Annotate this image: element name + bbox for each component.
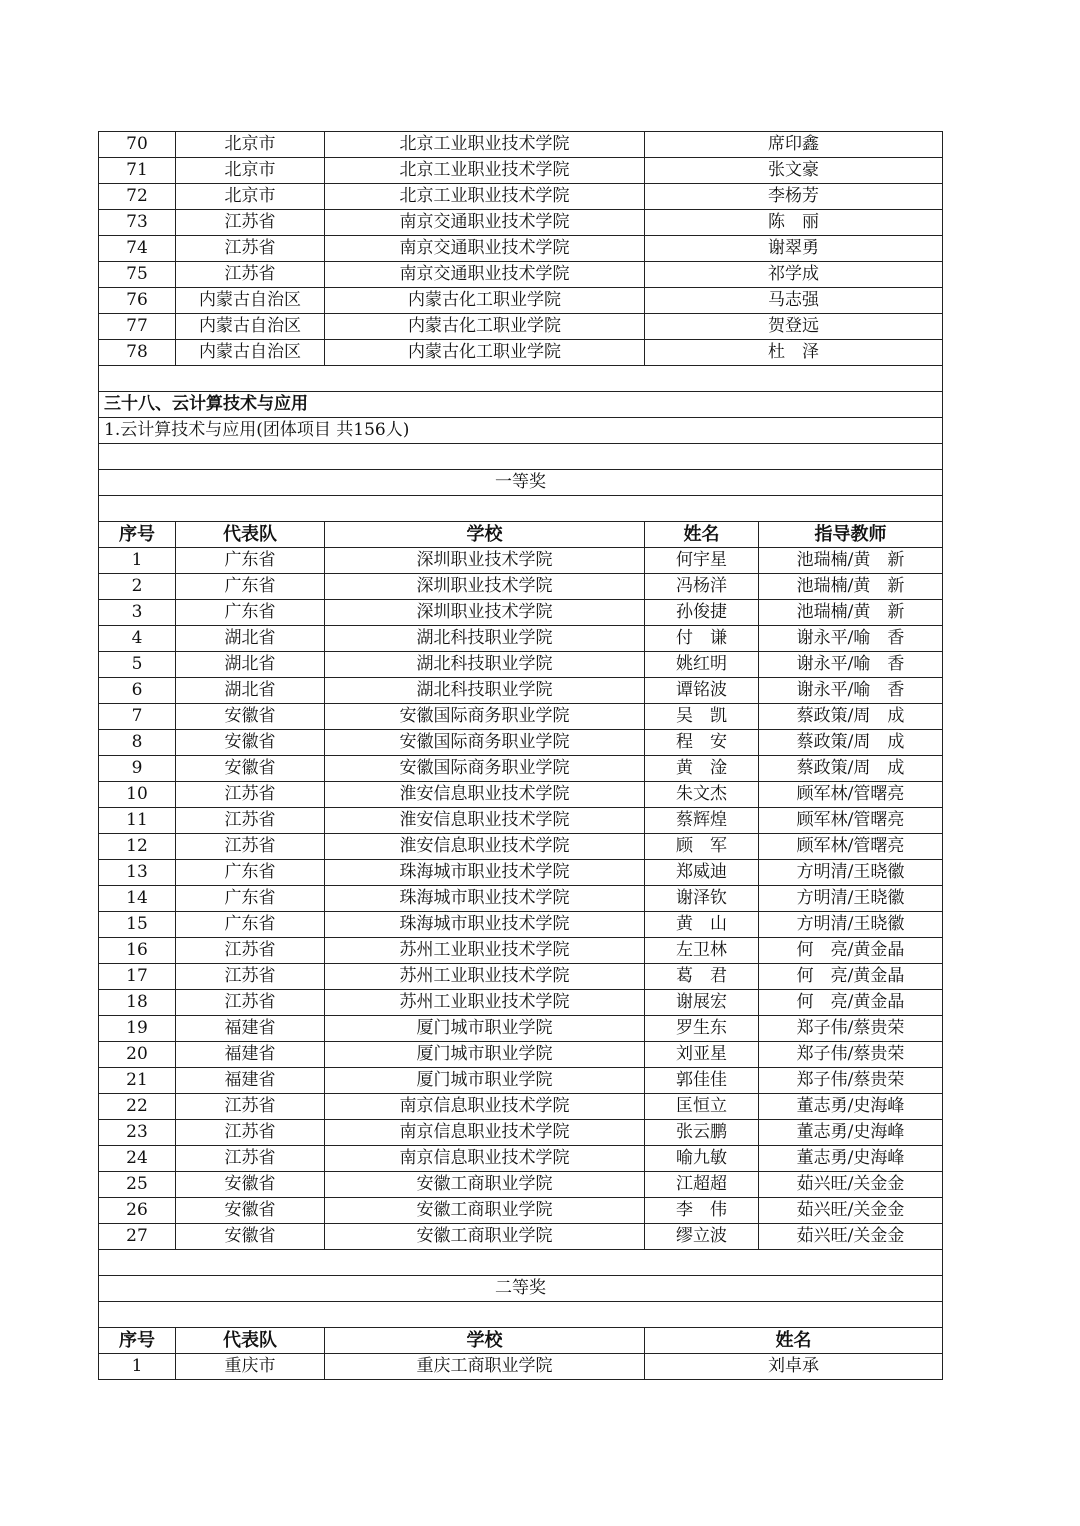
header-no: 序号 (99, 522, 176, 548)
team-cell: 广东省 (176, 860, 325, 886)
name-cell: 谢泽钦 (645, 886, 759, 912)
school-cell: 重庆工商职业学院 (325, 1354, 645, 1380)
team-cell: 湖北省 (176, 652, 325, 678)
teacher-cell: 顾军林/管曙亮 (759, 782, 943, 808)
team-cell: 江苏省 (176, 990, 325, 1016)
header-school: 学校 (325, 522, 645, 548)
no-cell: 9 (99, 756, 176, 782)
blank-cell (99, 444, 943, 470)
name-cell: 顾 军 (645, 834, 759, 860)
team-cell: 安徽省 (176, 1224, 325, 1250)
table-row (99, 1042, 943, 1068)
no-cell: 4 (99, 626, 176, 652)
name-cell: 罗生东 (645, 1016, 759, 1042)
school-cell: 安徽国际商务职业学院 (325, 730, 645, 756)
table-row (99, 600, 943, 626)
school-cell: 北京工业职业技术学院 (325, 184, 645, 210)
no-cell: 7 (99, 704, 176, 730)
table-row (99, 340, 943, 366)
blank-cell (99, 1250, 943, 1276)
team-cell: 江苏省 (176, 1146, 325, 1172)
no-cell: 12 (99, 834, 176, 860)
school-cell: 深圳职业技术学院 (325, 600, 645, 626)
name-cell: 程 安 (645, 730, 759, 756)
team-cell: 北京市 (176, 158, 325, 184)
table-row (99, 210, 943, 236)
name-cell: 郑威迪 (645, 860, 759, 886)
school-cell: 北京工业职业技术学院 (325, 158, 645, 184)
table-row (99, 652, 943, 678)
team-cell: 北京市 (176, 132, 325, 158)
name-cell: 席印鑫 (645, 132, 943, 158)
seq-cell: 76 (99, 288, 176, 314)
table-row (99, 548, 943, 574)
table-row (99, 730, 943, 756)
no-cell: 26 (99, 1198, 176, 1224)
school-cell: 苏州工业职业技术学院 (325, 938, 645, 964)
table-row (99, 184, 943, 210)
team-cell: 广东省 (176, 548, 325, 574)
header-name: 姓名 (645, 522, 759, 548)
seq-cell: 73 (99, 210, 176, 236)
no-cell: 18 (99, 990, 176, 1016)
name-cell: 黄 山 (645, 912, 759, 938)
team-cell: 内蒙古自治区 (176, 340, 325, 366)
sub-title: 1.云计算技术与应用(团体项目 共156人) (99, 418, 943, 444)
seq-cell: 72 (99, 184, 176, 210)
table-row (99, 704, 943, 730)
teacher-cell: 郑子伟/蔡贵荣 (759, 1042, 943, 1068)
table-row (99, 678, 943, 704)
seq-cell: 71 (99, 158, 176, 184)
name-cell: 杜 泽 (645, 340, 943, 366)
name-cell: 郭佳佳 (645, 1068, 759, 1094)
team-cell: 江苏省 (176, 782, 325, 808)
no-cell: 23 (99, 1120, 176, 1146)
no-cell: 17 (99, 964, 176, 990)
table-row (99, 132, 943, 158)
teacher-cell: 顾军林/管曙亮 (759, 834, 943, 860)
table-row (99, 1354, 943, 1380)
table-row (99, 314, 943, 340)
team-cell: 湖北省 (176, 626, 325, 652)
team-cell: 安徽省 (176, 756, 325, 782)
teacher-cell: 董志勇/史海峰 (759, 1094, 943, 1120)
team-cell: 江苏省 (176, 236, 325, 262)
team-cell: 安徽省 (176, 1198, 325, 1224)
seq-cell: 78 (99, 340, 176, 366)
name-cell: 贺登远 (645, 314, 943, 340)
team-cell: 安徽省 (176, 704, 325, 730)
team-cell: 广东省 (176, 886, 325, 912)
no-cell: 8 (99, 730, 176, 756)
table-row (99, 158, 943, 184)
school-cell: 北京工业职业技术学院 (325, 132, 645, 158)
school-cell: 南京交通职业技术学院 (325, 236, 645, 262)
name-cell: 谢翠勇 (645, 236, 943, 262)
table-row (99, 236, 943, 262)
table-row (99, 1016, 943, 1042)
team-cell: 北京市 (176, 184, 325, 210)
school-cell: 珠海城市职业技术学院 (325, 912, 645, 938)
team-cell: 安徽省 (176, 1172, 325, 1198)
blank-cell (99, 1302, 943, 1328)
table-row (99, 626, 943, 652)
name-cell: 何宇星 (645, 548, 759, 574)
second-prize-title: 二等奖 (99, 1276, 943, 1302)
school-cell: 淮安信息职业技术学院 (325, 834, 645, 860)
team-cell: 江苏省 (176, 938, 325, 964)
name-cell: 张文豪 (645, 158, 943, 184)
teacher-cell: 董志勇/史海峰 (759, 1120, 943, 1146)
school-cell: 安徽工商职业学院 (325, 1224, 645, 1250)
school-cell: 湖北科技职业学院 (325, 678, 645, 704)
teacher-cell: 谢永平/喻 香 (759, 652, 943, 678)
blank-cell (99, 496, 943, 522)
teacher-cell: 何 亮/黄金晶 (759, 938, 943, 964)
no-cell: 25 (99, 1172, 176, 1198)
name-cell: 左卫林 (645, 938, 759, 964)
name-cell: 葛 君 (645, 964, 759, 990)
table-row (99, 912, 943, 938)
team-cell: 广东省 (176, 600, 325, 626)
school-cell: 湖北科技职业学院 (325, 652, 645, 678)
table-row (99, 1094, 943, 1120)
school-cell: 内蒙古化工职业学院 (325, 340, 645, 366)
school-cell: 苏州工业职业技术学院 (325, 990, 645, 1016)
team-cell: 福建省 (176, 1042, 325, 1068)
no-cell: 21 (99, 1068, 176, 1094)
teacher-cell: 谢永平/喻 香 (759, 678, 943, 704)
name-cell: 朱文杰 (645, 782, 759, 808)
blank-row (99, 1250, 943, 1276)
school-cell: 南京信息职业技术学院 (325, 1094, 645, 1120)
teacher-cell: 蔡政策/周 成 (759, 756, 943, 782)
school-cell: 安徽工商职业学院 (325, 1198, 645, 1224)
teacher-cell: 茹兴旺/关金金 (759, 1198, 943, 1224)
name-cell: 蔡辉煌 (645, 808, 759, 834)
no-cell: 1 (99, 1354, 176, 1380)
school-cell: 安徽工商职业学院 (325, 1172, 645, 1198)
teacher-cell: 蔡政策/周 成 (759, 704, 943, 730)
name-cell: 祁学成 (645, 262, 943, 288)
school-cell: 南京交通职业技术学院 (325, 210, 645, 236)
school-cell: 南京交通职业技术学院 (325, 262, 645, 288)
name-cell: 江超超 (645, 1172, 759, 1198)
team-cell: 重庆市 (176, 1354, 325, 1380)
school-cell: 南京信息职业技术学院 (325, 1120, 645, 1146)
seq-cell: 70 (99, 132, 176, 158)
team-cell: 江苏省 (176, 210, 325, 236)
no-cell: 3 (99, 600, 176, 626)
table-row (99, 964, 943, 990)
school-cell: 珠海城市职业技术学院 (325, 886, 645, 912)
name-cell: 刘亚星 (645, 1042, 759, 1068)
name-cell: 黄 淦 (645, 756, 759, 782)
sub-title-row (99, 418, 943, 444)
team-cell: 江苏省 (176, 1120, 325, 1146)
teacher-cell: 顾军林/管曙亮 (759, 808, 943, 834)
teacher-cell: 池瑞楠/黄 新 (759, 574, 943, 600)
no-cell: 20 (99, 1042, 176, 1068)
name-cell: 喻九敏 (645, 1146, 759, 1172)
seq-cell: 74 (99, 236, 176, 262)
name-cell: 李 伟 (645, 1198, 759, 1224)
name-cell: 张云鹏 (645, 1120, 759, 1146)
header-teacher: 指导教师 (759, 522, 943, 548)
teacher-cell: 何 亮/黄金晶 (759, 964, 943, 990)
teacher-cell: 郑子伟/蔡贵荣 (759, 1016, 943, 1042)
blank-row (99, 444, 943, 470)
results-table (98, 131, 943, 1380)
name-cell: 冯杨洋 (645, 574, 759, 600)
table-row (99, 860, 943, 886)
no-cell: 22 (99, 1094, 176, 1120)
header-school: 学校 (325, 1328, 645, 1354)
table-row (99, 756, 943, 782)
team-cell: 广东省 (176, 574, 325, 600)
team-cell: 安徽省 (176, 730, 325, 756)
team-cell: 江苏省 (176, 964, 325, 990)
seq-cell: 77 (99, 314, 176, 340)
school-cell: 淮安信息职业技术学院 (325, 782, 645, 808)
school-cell: 内蒙古化工职业学院 (325, 288, 645, 314)
name-cell: 李杨芳 (645, 184, 943, 210)
table-row (99, 1198, 943, 1224)
table-row (99, 782, 943, 808)
team-cell: 福建省 (176, 1016, 325, 1042)
school-cell: 安徽国际商务职业学院 (325, 756, 645, 782)
table-row (99, 834, 943, 860)
name-cell: 孙俊捷 (645, 600, 759, 626)
table-row (99, 1172, 943, 1198)
school-cell: 厦门城市职业学院 (325, 1016, 645, 1042)
school-cell: 南京信息职业技术学院 (325, 1146, 645, 1172)
name-cell: 付 谦 (645, 626, 759, 652)
team-cell: 江苏省 (176, 1094, 325, 1120)
name-cell: 姚红明 (645, 652, 759, 678)
header-team: 代表队 (176, 1328, 325, 1354)
header-team: 代表队 (176, 522, 325, 548)
teacher-cell: 池瑞楠/黄 新 (759, 600, 943, 626)
prize-title-row (99, 470, 943, 496)
table-row (99, 938, 943, 964)
teacher-cell: 何 亮/黄金晶 (759, 990, 943, 1016)
school-cell: 深圳职业技术学院 (325, 574, 645, 600)
name-cell: 谢展宏 (645, 990, 759, 1016)
school-cell: 内蒙古化工职业学院 (325, 314, 645, 340)
section-title: 三十八、云计算技术与应用 (99, 392, 943, 418)
header-no: 序号 (99, 1328, 176, 1354)
team-cell: 江苏省 (176, 262, 325, 288)
prize-title-row (99, 1276, 943, 1302)
first-prize-title: 一等奖 (99, 470, 943, 496)
no-cell: 2 (99, 574, 176, 600)
blank-row (99, 496, 943, 522)
no-cell: 11 (99, 808, 176, 834)
table-row (99, 1120, 943, 1146)
table-row (99, 1068, 943, 1094)
teacher-cell: 郑子伟/蔡贵荣 (759, 1068, 943, 1094)
name-cell: 马志强 (645, 288, 943, 314)
header-row (99, 1328, 943, 1354)
school-cell: 厦门城市职业学院 (325, 1068, 645, 1094)
no-cell: 15 (99, 912, 176, 938)
team-cell: 江苏省 (176, 808, 325, 834)
no-cell: 6 (99, 678, 176, 704)
blank-row (99, 1302, 943, 1328)
section-title-row (99, 392, 943, 418)
no-cell: 10 (99, 782, 176, 808)
teacher-cell: 蔡政策/周 成 (759, 730, 943, 756)
teacher-cell: 方明清/王晓徽 (759, 860, 943, 886)
no-cell: 27 (99, 1224, 176, 1250)
no-cell: 16 (99, 938, 176, 964)
school-cell: 厦门城市职业学院 (325, 1042, 645, 1068)
school-cell: 湖北科技职业学院 (325, 626, 645, 652)
teacher-cell: 池瑞楠/黄 新 (759, 548, 943, 574)
header-name: 姓名 (645, 1328, 943, 1354)
team-cell: 福建省 (176, 1068, 325, 1094)
no-cell: 5 (99, 652, 176, 678)
teacher-cell: 谢永平/喻 香 (759, 626, 943, 652)
team-cell: 内蒙古自治区 (176, 314, 325, 340)
blank-cell (99, 366, 943, 392)
school-cell: 安徽国际商务职业学院 (325, 704, 645, 730)
teacher-cell: 董志勇/史海峰 (759, 1146, 943, 1172)
no-cell: 1 (99, 548, 176, 574)
seq-cell: 75 (99, 262, 176, 288)
teacher-cell: 方明清/王晓徽 (759, 886, 943, 912)
name-cell: 刘卓承 (645, 1354, 943, 1380)
table-row (99, 808, 943, 834)
table-row (99, 262, 943, 288)
school-cell: 苏州工业职业技术学院 (325, 964, 645, 990)
no-cell: 13 (99, 860, 176, 886)
table-row (99, 1224, 943, 1250)
results-sheet (98, 131, 942, 1380)
table-row (99, 574, 943, 600)
name-cell: 陈 丽 (645, 210, 943, 236)
no-cell: 19 (99, 1016, 176, 1042)
team-cell: 广东省 (176, 912, 325, 938)
team-cell: 湖北省 (176, 678, 325, 704)
team-cell: 江苏省 (176, 834, 325, 860)
team-cell: 内蒙古自治区 (176, 288, 325, 314)
school-cell: 珠海城市职业技术学院 (325, 860, 645, 886)
table-row (99, 990, 943, 1016)
teacher-cell: 茹兴旺/关金金 (759, 1224, 943, 1250)
table-row (99, 1146, 943, 1172)
teacher-cell: 茹兴旺/关金金 (759, 1172, 943, 1198)
teacher-cell: 方明清/王晓徽 (759, 912, 943, 938)
school-cell: 深圳职业技术学院 (325, 548, 645, 574)
name-cell: 匡恒立 (645, 1094, 759, 1120)
name-cell: 吴 凯 (645, 704, 759, 730)
table-row (99, 288, 943, 314)
no-cell: 24 (99, 1146, 176, 1172)
no-cell: 14 (99, 886, 176, 912)
blank-row (99, 366, 943, 392)
table-row (99, 886, 943, 912)
name-cell: 谭铭波 (645, 678, 759, 704)
name-cell: 缪立波 (645, 1224, 759, 1250)
header-row (99, 522, 943, 548)
school-cell: 淮安信息职业技术学院 (325, 808, 645, 834)
